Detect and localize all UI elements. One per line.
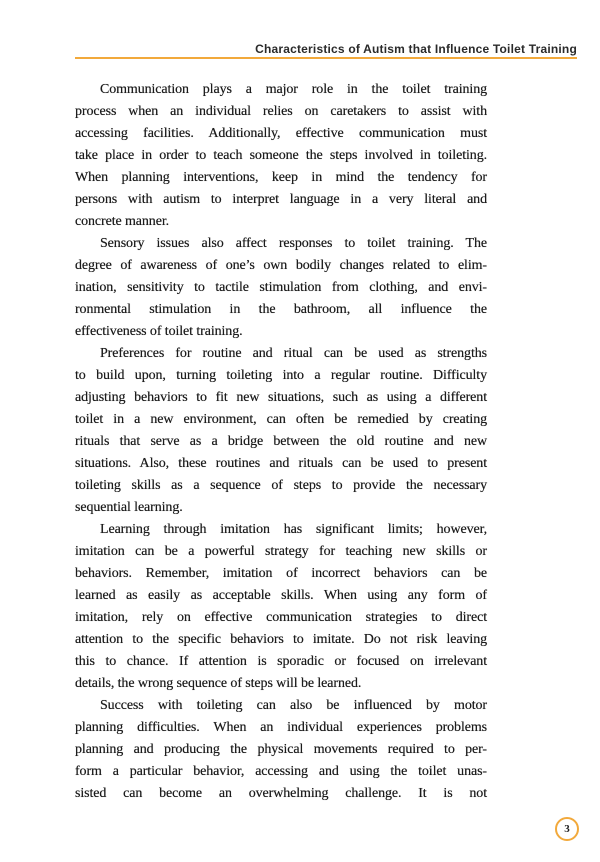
paragraph-3-line-2: to build upon, turning toileting into a regular routine. Difficulty — [75, 368, 487, 383]
page-number: 3 — [564, 822, 570, 835]
paragraph-4-line-3: behaviors. Remember, imitation of incorrect behaviors can be — [75, 566, 487, 581]
paragraph-4-line-7: this to chance. If attention is sporadic or focused on irrelevant — [75, 654, 487, 669]
paragraph-1-line-4: take place in order to teach someone the steps involved in toileting. — [75, 148, 487, 163]
paragraph-3-line-4: toilet in a new environment, can often be remedied by creating — [75, 412, 487, 427]
paragraph-5-line-5: sisted can become an overwhelming challenge. It is not — [75, 786, 487, 801]
paragraph-1-line-2: process when an individual relies on caretakers to assist with — [75, 104, 487, 119]
paragraph-4-line-2: imitation can be a powerful strategy for teaching new skills or — [75, 544, 487, 559]
running-header — [75, 42, 577, 59]
running-header-title: Characteristics of Autism that Influence Toilet Training — [255, 42, 577, 56]
paragraph-1-line-1: Communication plays a major role in the toilet training — [100, 82, 487, 97]
paragraph-3-line-7: toileting skills as a sequence of steps to provide the necessary — [75, 478, 487, 493]
paragraph-1-line-5: When planning interventions, keep in mind the tendency for — [75, 170, 487, 185]
paragraph-3-line-1: Preferences for routine and ritual can be used as strengths — [100, 346, 487, 361]
header-rule — [75, 57, 577, 59]
paragraph-4-line-6: attention to the specific behaviors to imitate. Do not risk leaving — [75, 632, 487, 647]
paragraph-2-line-2: degree of awareness of one’s own bodily changes related to elim- — [75, 258, 487, 273]
paragraph-3-line-3: adjusting behaviors to fit new situations, such as using a different — [75, 390, 487, 405]
page-number-badge — [555, 817, 579, 841]
paragraph-2-line-1: Sensory issues also affect responses to toilet training. The — [100, 236, 487, 251]
paragraph-4-line-5: imitation, rely on effective communication strategies to direct — [75, 610, 487, 625]
paragraph-1-line-3: accessing facilities. Additionally, effective communication must — [75, 126, 487, 141]
paragraph-5-line-2: planning difficulties. When an individual experiences problems — [75, 720, 487, 735]
paragraph-2-line-3: ination, sensitivity to tactile stimulation from clothing, and envi- — [75, 280, 487, 295]
paragraph-5-line-4: form a particular behavior, accessing and using the toilet unas- — [75, 764, 487, 779]
paragraph-4-line-4: learned as easily as acceptable skills. When using any form of — [75, 588, 487, 603]
paragraph-2-line-5: effectiveness of toilet training. — [75, 324, 243, 339]
paragraph-3-line-5: rituals that serve as a bridge between the old routine and new — [75, 434, 487, 449]
paragraph-1-line-6: persons with autism to interpret language in a very literal and — [75, 192, 487, 207]
paragraph-5-line-1: Success with toileting can also be influenced by motor — [100, 698, 487, 713]
paragraph-4-line-8: details, the wrong sequence of steps will be learned. — [75, 676, 362, 691]
paragraph-4-line-1: Learning through imitation has significant limits; however, — [100, 522, 487, 537]
paragraph-1-line-7: concrete manner. — [75, 214, 170, 229]
body-text — [75, 79, 487, 805]
paragraph-3-line-8: sequential learning. — [75, 500, 183, 515]
paragraph-2-line-4: ronmental stimulation in the bathroom, all influence the — [75, 302, 487, 317]
paragraph-5-line-3: planning and producing the physical movements required to per- — [75, 742, 487, 757]
paragraph-3-line-6: situations. Also, these routines and rituals can be used to present — [75, 456, 487, 471]
